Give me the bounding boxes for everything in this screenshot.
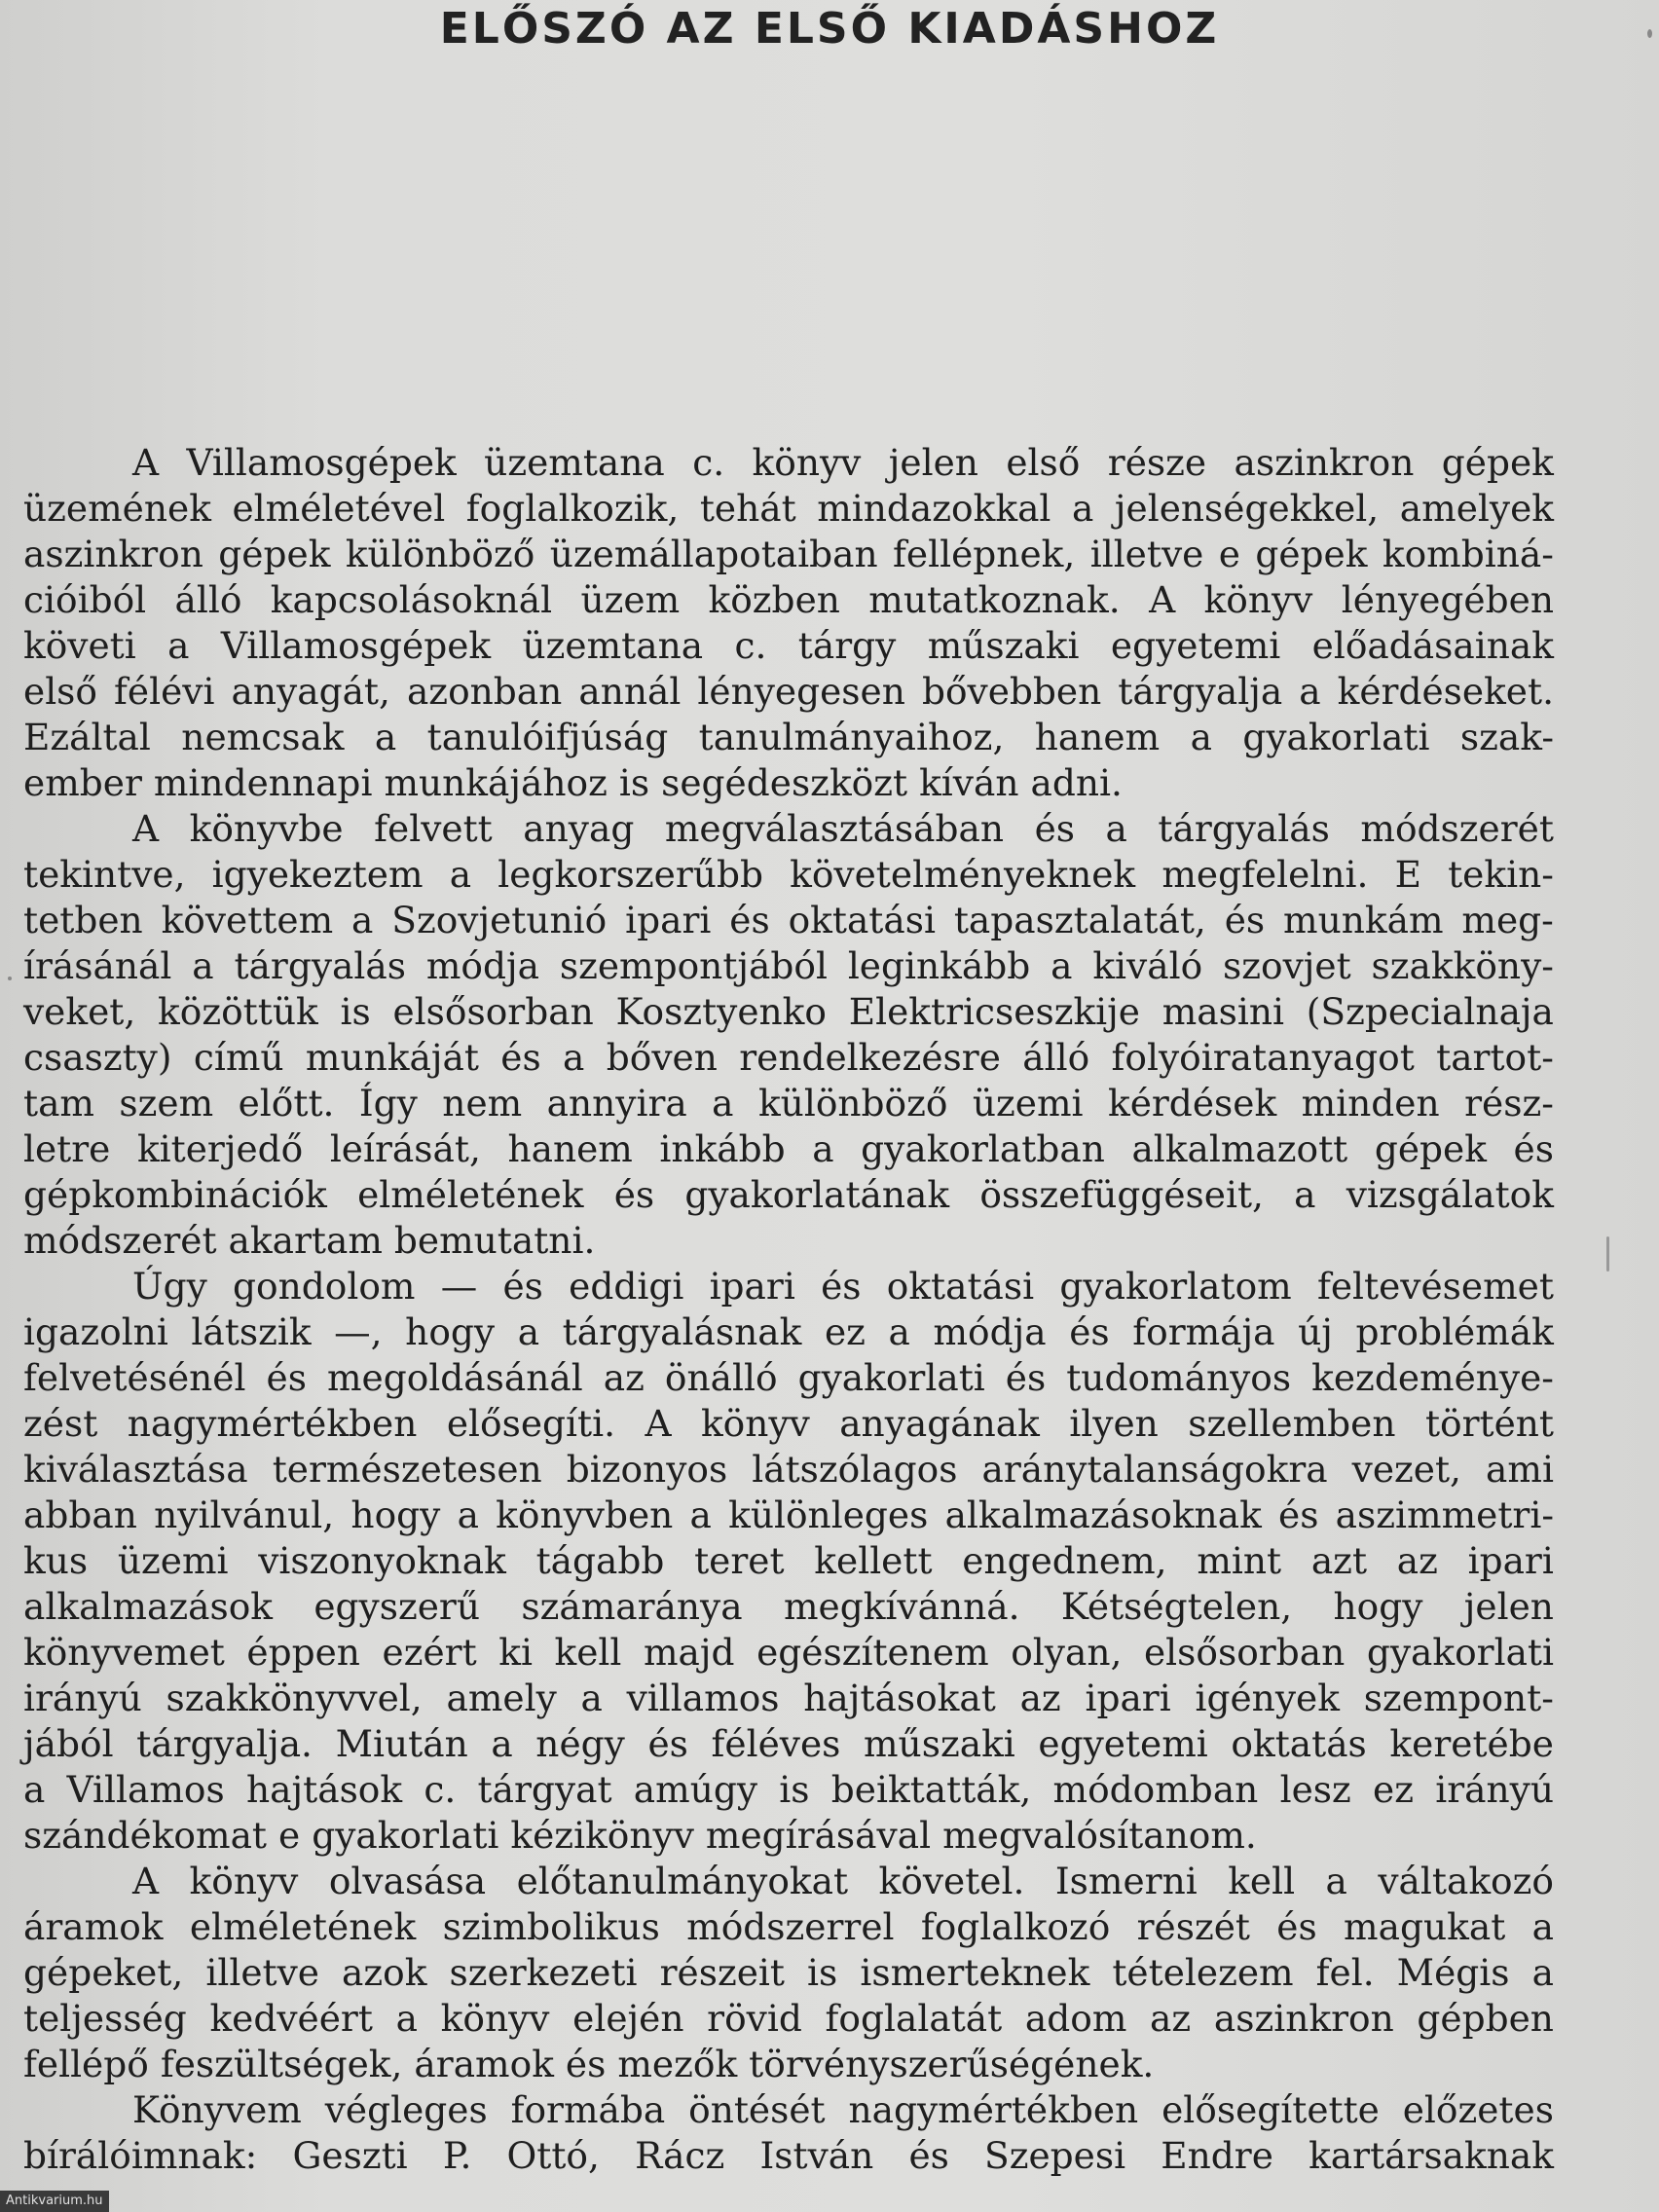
- text-line: Könyvem végleges formába öntését nagymértékben elősegítette előzetes: [132, 2088, 1554, 2131]
- text-line: tam szem előtt. Így nem annyira a különböző üzemi kérdések minden rész-: [23, 1082, 1554, 1124]
- text-line: gépkombinációk elméletének és gyakorlatának összefüggéseit, a vizsgálatok: [23, 1173, 1554, 1216]
- text-line: módszerét akartam bemutatni.: [23, 1219, 596, 1262]
- text-line: üzemének elméletével foglalkozik, tehát mindazokkal a jelenségekkel, amelyek: [23, 487, 1554, 530]
- text-line: aszinkron gépek különböző üzemállapotaiban fellépnek, illetve e gépek kombiná-: [23, 533, 1554, 575]
- text-line: kiválasztása természetesen bizonyos látszólagos aránytalanságokra vezet, ami: [23, 1448, 1554, 1491]
- text-line: letre kiterjedő leírását, hanem inkább a gyakorlatban alkalmazott gépek és: [23, 1127, 1554, 1170]
- text-line: gépeket, illetve azok szerkezeti részeit is ismerteknek tételezem fel. Mégis a: [23, 1951, 1554, 1994]
- text-line: első félévi anyagát, azonban annál lényegesen bővebben tárgyalja a kérdéseket.: [23, 670, 1554, 713]
- text-line: szándékomat e gyakorlati kézikönyv megírásával megvalósítanom.: [23, 1814, 1257, 1857]
- text-line: A könyvbe felvett anyag megválasztásában és a tárgyalás módszerét: [132, 807, 1554, 850]
- text-line: A Villamosgépek üzemtana c. könyv jelen első része aszinkron gépek: [132, 441, 1554, 484]
- text-line: Úgy gondolom — és eddigi ipari és oktatási gyakorlatom feltevésemet: [132, 1265, 1554, 1308]
- text-line: jából tárgyalja. Miután a négy és féléves műszaki egyetemi oktatás keretébe: [23, 1722, 1554, 1765]
- text-line: zést nagymértékben elősegíti. A könyv anyagának ilyen szellemben történt: [23, 1402, 1554, 1445]
- text-line: könyvemet éppen ezért ki kell majd egészítenem olyan, elsősorban gyakorlati: [23, 1631, 1554, 1674]
- text-line: felvetésénél és megoldásánál az önálló gyakorlati és tudományos kezdeménye-: [23, 1356, 1554, 1399]
- text-line: cióiból álló kapcsolásoknál üzem közben mutatkoznak. A könyv lényegében: [23, 578, 1554, 621]
- text-line: a Villamos hajtások c. tárgyat amúgy is beiktatták, módomban lesz ez irányú: [23, 1768, 1554, 1811]
- text-line: teljesség kedvéért a könyv elején rövid foglalatát adom az aszinkron gépben: [23, 1997, 1554, 2040]
- text-line: fellépő feszültségek, áramok és mezők törvényszerűségének.: [23, 2043, 1155, 2085]
- text-line: követi a Villamosgépek üzemtana c. tárgy műszaki egyetemi előadásainak: [23, 624, 1554, 667]
- text-line: abban nyilvánul, hogy a könyvben a különleges alkalmazásoknak és aszimmetri-: [23, 1493, 1554, 1536]
- text-line: kus üzemi viszonyoknak tágabb teret kellett engednem, mint azt az ipari: [23, 1539, 1554, 1582]
- text-line: igazolni látszik —, hogy a tárgyalásnak ez a módja és formája új problémák: [23, 1310, 1554, 1353]
- text-line: Ezáltal nemcsak a tanulóifjúság tanulmányaihoz, hanem a gyakorlati szak-: [23, 716, 1554, 758]
- text-line: tekintve, igyekeztem a legkorszerűbb követelményeknek megfelelni. E tekin-: [23, 853, 1554, 896]
- text-line: A könyv olvasása előtanulmányokat követel. Ismerni kell a váltakozó: [132, 1860, 1554, 1902]
- text-line: áramok elméletének szimbolikus módszerrel foglalkozó részét és magukat a: [23, 1905, 1554, 1948]
- page-title: ELŐSZÓ AZ ELSŐ KIADÁSHOZ: [439, 4, 1220, 54]
- text-line: veket, közöttük is elsősorban Kosztyenko Elektricseszkije masini (Szpecialnaja: [23, 990, 1554, 1033]
- print-speck: [1647, 29, 1652, 38]
- text-line: ember mindennapi munkájához is segédeszközt kíván adni.: [23, 761, 1123, 804]
- preface-body: [23, 440, 1554, 2179]
- watermark: Antikvarium.hu: [0, 2191, 109, 2212]
- print-speck: [1606, 1236, 1609, 1272]
- text-line: bírálóimnak: Geszti P. Ottó, Rácz István és Szepesi Endre kartársaknak: [23, 2134, 1554, 2177]
- text-line: csaszty) című munkáját és a bőven rendelkezésre álló folyóiratanyagot tartot-: [23, 1036, 1554, 1079]
- text-line: irányú szakkönyvvel, amely a villamos hajtásokat az ipari igények szempont-: [23, 1677, 1554, 1719]
- text-line: írásánál a tárgyalás módja szempontjából leginkább a kiváló szovjet szakköny-: [23, 944, 1554, 987]
- text-line: tetben követtem a Szovjetunió ipari és oktatási tapasztalatát, és munkám meg-: [23, 899, 1554, 941]
- print-speck: [8, 977, 12, 980]
- text-line: alkalmazások egyszerű számaránya megkívánná. Kétségtelen, hogy jelen: [23, 1585, 1554, 1628]
